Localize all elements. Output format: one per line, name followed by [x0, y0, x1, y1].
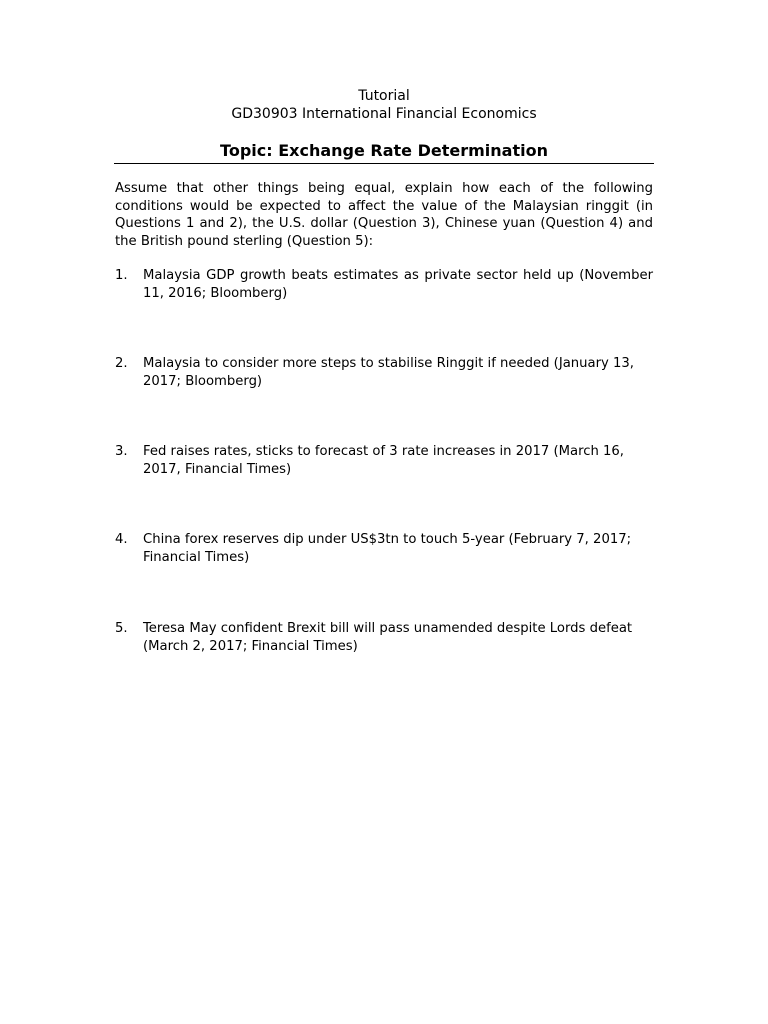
- question-text: Malaysia GDP growth beats estimates as private sector held up (November 11, 2016; Bloomberg): [143, 268, 653, 301]
- question-item-4: [115, 531, 653, 566]
- question-text: Fed raises rates, sticks to forecast of 3 rate increases in 2017 (March 16, 2017, Financial Times): [143, 444, 624, 477]
- question-item-5: [115, 620, 653, 655]
- question-text: Teresa May confident Brexit bill will pass unamended despite Lords defeat (March 2, 2017; Financial Times): [143, 621, 633, 654]
- instructions-paragraph: Assume that other things being equal, explain how each of the following conditions would be expected to affect the value of the Malaysian ringgit (in Questions 1 and 2), the U.S. dollar (Question 3), Chinese yuan (Question 4) and the British pound sterling (Question 5):: [115, 181, 653, 249]
- question-text: Malaysia to consider more steps to stabilise Ringgit if needed (January 13, 2017; Bloomberg): [143, 356, 634, 389]
- question-number: 1.: [115, 268, 128, 283]
- document-label: Tutorial: [358, 88, 410, 104]
- question-item-2: [115, 355, 653, 390]
- topic-heading: Topic: Exchange Rate Determination: [220, 141, 548, 160]
- question-number: 4.: [115, 532, 128, 547]
- question-number: 2.: [115, 356, 128, 371]
- heading-underline: [114, 163, 654, 164]
- question-number: 5.: [115, 621, 128, 636]
- question-item-3: [115, 443, 653, 478]
- question-text: China forex reserves dip under US$3tn to touch 5-year (February 7, 2017; Financial Times): [143, 532, 632, 565]
- question-item-1: [115, 267, 653, 302]
- question-number: 3.: [115, 444, 128, 459]
- course-title: GD30903 International Financial Economics: [231, 106, 537, 122]
